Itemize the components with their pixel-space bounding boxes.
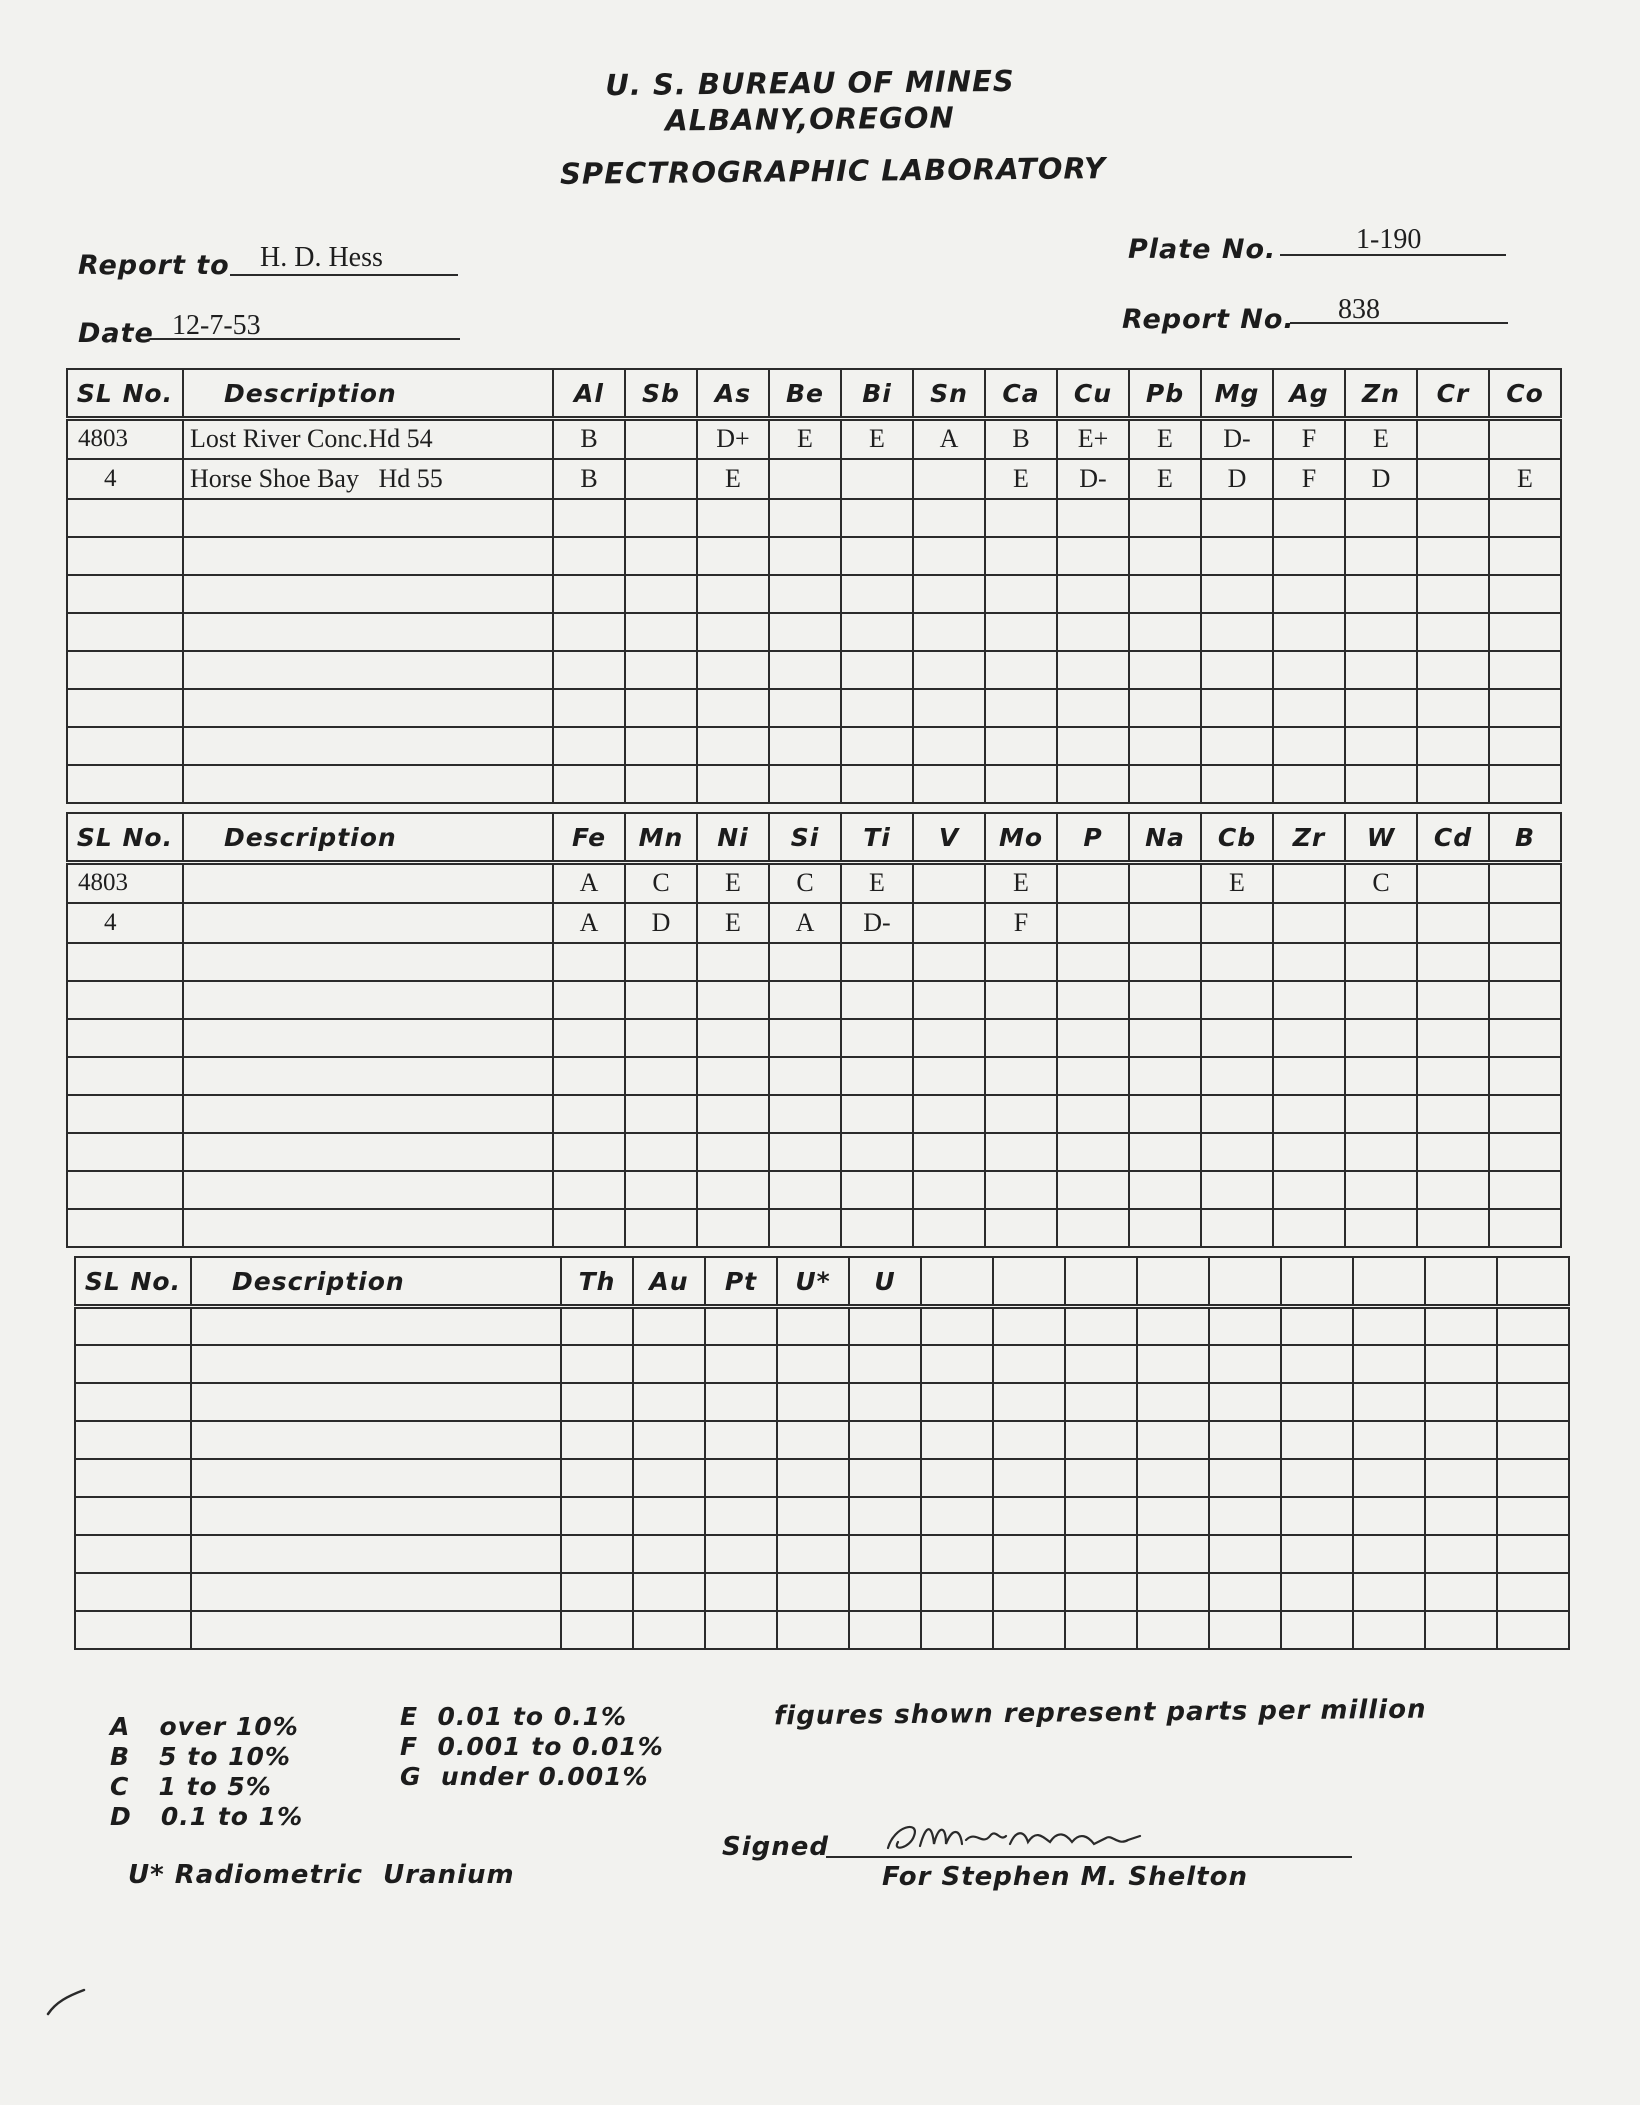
table2-col-mn: Mn [625,813,697,863]
value-cell: D- [841,903,913,943]
date-value: 12-7-53 [172,310,261,341]
value-cell: E [1489,459,1561,499]
value-cell: A [553,863,625,903]
table2-col-sl-no: SL No. [67,813,183,863]
empty-row [67,1057,1561,1095]
table2-header-row [67,813,1561,863]
value-cell: C [1345,863,1417,903]
report-to-value: H. D. Hess [260,242,383,273]
for-signatory: For Stephen M. Shelton [882,1862,1248,1892]
table1-col-be: Be [769,369,841,419]
value-cell: C [769,863,841,903]
empty-row [67,537,1561,575]
table-row [67,863,1561,903]
legend-item: E 0.01 to 0.1% [400,1702,628,1731]
empty-row [67,1171,1561,1209]
table3-col-blank [1425,1257,1497,1307]
value-cell: E [985,459,1057,499]
sl-no-cell: 4 [67,459,183,499]
table3-col-blank [1209,1257,1281,1307]
legend-item: D 0.1 to 1% [110,1802,304,1831]
handwritten-signature [880,1806,1210,1866]
bureau-title: U. S. BUREAU OF MINES [605,63,1015,103]
date-label: Date [78,318,154,349]
value-cell [1129,903,1201,943]
table3-col-blank [1353,1257,1425,1307]
table2-col-na: Na [1129,813,1201,863]
value-cell [1345,903,1417,943]
lab-title: SPECTROGRAPHIC LABORATORY [559,151,1107,191]
empty-row [67,499,1561,537]
value-cell [913,863,985,903]
value-cell: F [985,903,1057,943]
legend-grades-a-d [110,1712,303,1832]
value-cell: E [841,419,913,459]
value-cell [1201,903,1273,943]
element-table-1 [66,368,1562,804]
value-cell: A [769,903,841,943]
empty-row [75,1459,1569,1497]
signed-label: Signed [722,1832,830,1862]
empty-row [67,981,1561,1019]
location-title: ALBANY,OREGON [665,100,955,138]
report-no-label: Report No. [1122,304,1295,335]
table1-col-cr: Cr [1417,369,1489,419]
report-to-underline [230,274,458,276]
empty-row [75,1535,1569,1573]
empty-row [67,613,1561,651]
table1-col-sl-no: SL No. [67,369,183,419]
table3-col-sl-no: SL No. [75,1257,191,1307]
table1-col-cu: Cu [1057,369,1129,419]
empty-row [67,651,1561,689]
table3-col-description: Description [191,1257,561,1307]
table1-col-ag: Ag [1273,369,1345,419]
value-cell [769,459,841,499]
description-cell: Horse Shoe Bay Hd 55 [183,459,553,499]
radiometric-uranium-note: U* Radiometric Uranium [128,1860,515,1890]
table3-col-au: Au [633,1257,705,1307]
table3-col-u: U [849,1257,921,1307]
value-cell: D [1345,459,1417,499]
plate-no-label: Plate No. [1128,234,1277,265]
value-cell: E [1201,863,1273,903]
table2-col-p: P [1057,813,1129,863]
empty-row [75,1611,1569,1649]
value-cell: E [697,459,769,499]
value-cell: F [1273,459,1345,499]
table2-col-v: V [913,813,985,863]
value-cell: D- [1201,419,1273,459]
legend-item: A over 10% [110,1712,299,1741]
value-cell [1417,419,1489,459]
description-cell: Lost River Conc.Hd 54 [183,419,553,459]
sl-no-cell: 4803 [67,419,183,459]
value-cell: F [1273,419,1345,459]
margin-pen-mark [44,1980,104,2020]
value-cell: D [1201,459,1273,499]
plate-no-underline [1280,254,1506,256]
empty-row [75,1345,1569,1383]
description-cell [183,903,553,943]
value-cell [1489,863,1561,903]
legend-item: F 0.001 to 0.01% [400,1732,664,1761]
value-cell [1417,863,1489,903]
report-no-underline [1290,322,1508,324]
empty-row [67,689,1561,727]
table3-col-blank [993,1257,1065,1307]
value-cell: E [697,863,769,903]
empty-row [75,1421,1569,1459]
empty-row [67,727,1561,765]
table2-col-zr: Zr [1273,813,1345,863]
empty-row [75,1383,1569,1421]
legend-item: C 1 to 5% [110,1772,272,1801]
table1-col-mg: Mg [1201,369,1273,419]
table2-col-fe: Fe [553,813,625,863]
legend-item: G under 0.001% [400,1762,649,1791]
value-cell [625,419,697,459]
table1-col-sb: Sb [625,369,697,419]
value-cell [1489,903,1561,943]
value-cell: E [985,863,1057,903]
value-cell: B [985,419,1057,459]
value-cell [1273,863,1345,903]
value-cell: E [1129,459,1201,499]
value-cell: B [553,459,625,499]
element-table-2 [66,812,1562,1248]
table3-col-blank [1137,1257,1209,1307]
table2-col-ti: Ti [841,813,913,863]
value-cell: D [625,903,697,943]
value-cell: D+ [697,419,769,459]
legend-grades-e-g [400,1702,664,1792]
value-cell: E [769,419,841,459]
value-cell [1489,419,1561,459]
empty-row [75,1573,1569,1611]
value-cell [1273,903,1345,943]
empty-row [67,765,1561,803]
table1-col-al: Al [553,369,625,419]
table3-col-blank [921,1257,993,1307]
table1-col-bi: Bi [841,369,913,419]
table1-col-ca: Ca [985,369,1057,419]
legend-item: B 5 to 10% [110,1742,291,1771]
value-cell [1057,863,1129,903]
empty-row [67,1019,1561,1057]
value-cell: B [553,419,625,459]
table2-col-description: Description [183,813,553,863]
element-table-3 [74,1256,1570,1650]
empty-row [67,1209,1561,1247]
table-row [67,459,1561,499]
table3-col-pt: Pt [705,1257,777,1307]
plate-no-value: 1-190 [1356,224,1422,255]
table1-col-description: Description [183,369,553,419]
table2-col-ni: Ni [697,813,769,863]
value-cell: E [841,863,913,903]
value-cell: D- [1057,459,1129,499]
value-cell [913,459,985,499]
value-cell: E [1129,419,1201,459]
date-underline [150,338,460,340]
value-cell: C [625,863,697,903]
table2-col-cd: Cd [1417,813,1489,863]
table1-col-as: As [697,369,769,419]
value-cell [913,903,985,943]
value-cell: A [913,419,985,459]
value-cell [625,459,697,499]
table3-col-th: Th [561,1257,633,1307]
value-cell: A [553,903,625,943]
sl-no-cell: 4803 [67,863,183,903]
value-cell: E [697,903,769,943]
empty-row [75,1497,1569,1535]
table-row [67,419,1561,459]
empty-row [67,1133,1561,1171]
report-to-label: Report to [78,250,230,281]
empty-row [67,943,1561,981]
value-cell [1417,459,1489,499]
table2-col-si: Si [769,813,841,863]
table1-header-row [67,369,1561,419]
value-cell [1057,903,1129,943]
value-cell: E+ [1057,419,1129,459]
table1-col-pb: Pb [1129,369,1201,419]
table3-col-blank [1065,1257,1137,1307]
value-cell [1129,863,1201,903]
table2-col-w: W [1345,813,1417,863]
table3-col-u-radiometric: U* [777,1257,849,1307]
sl-no-cell: 4 [67,903,183,943]
table1-col-co: Co [1489,369,1561,419]
empty-row [67,1095,1561,1133]
ppm-note: figures shown represent parts per million [773,1694,1427,1732]
table1-col-zn: Zn [1345,369,1417,419]
description-cell [183,863,553,903]
value-cell [841,459,913,499]
table2-col-mo: Mo [985,813,1057,863]
empty-row [67,575,1561,613]
empty-row [75,1307,1569,1345]
table-row [67,903,1561,943]
table2-col-b: B [1489,813,1561,863]
table3-col-blank [1281,1257,1353,1307]
value-cell [1417,903,1489,943]
value-cell: E [1345,419,1417,459]
table3-col-blank [1497,1257,1569,1307]
table1-col-sn: Sn [913,369,985,419]
table3-header-row [75,1257,1569,1307]
report-no-value: 838 [1338,294,1380,325]
table2-col-cb: Cb [1201,813,1273,863]
